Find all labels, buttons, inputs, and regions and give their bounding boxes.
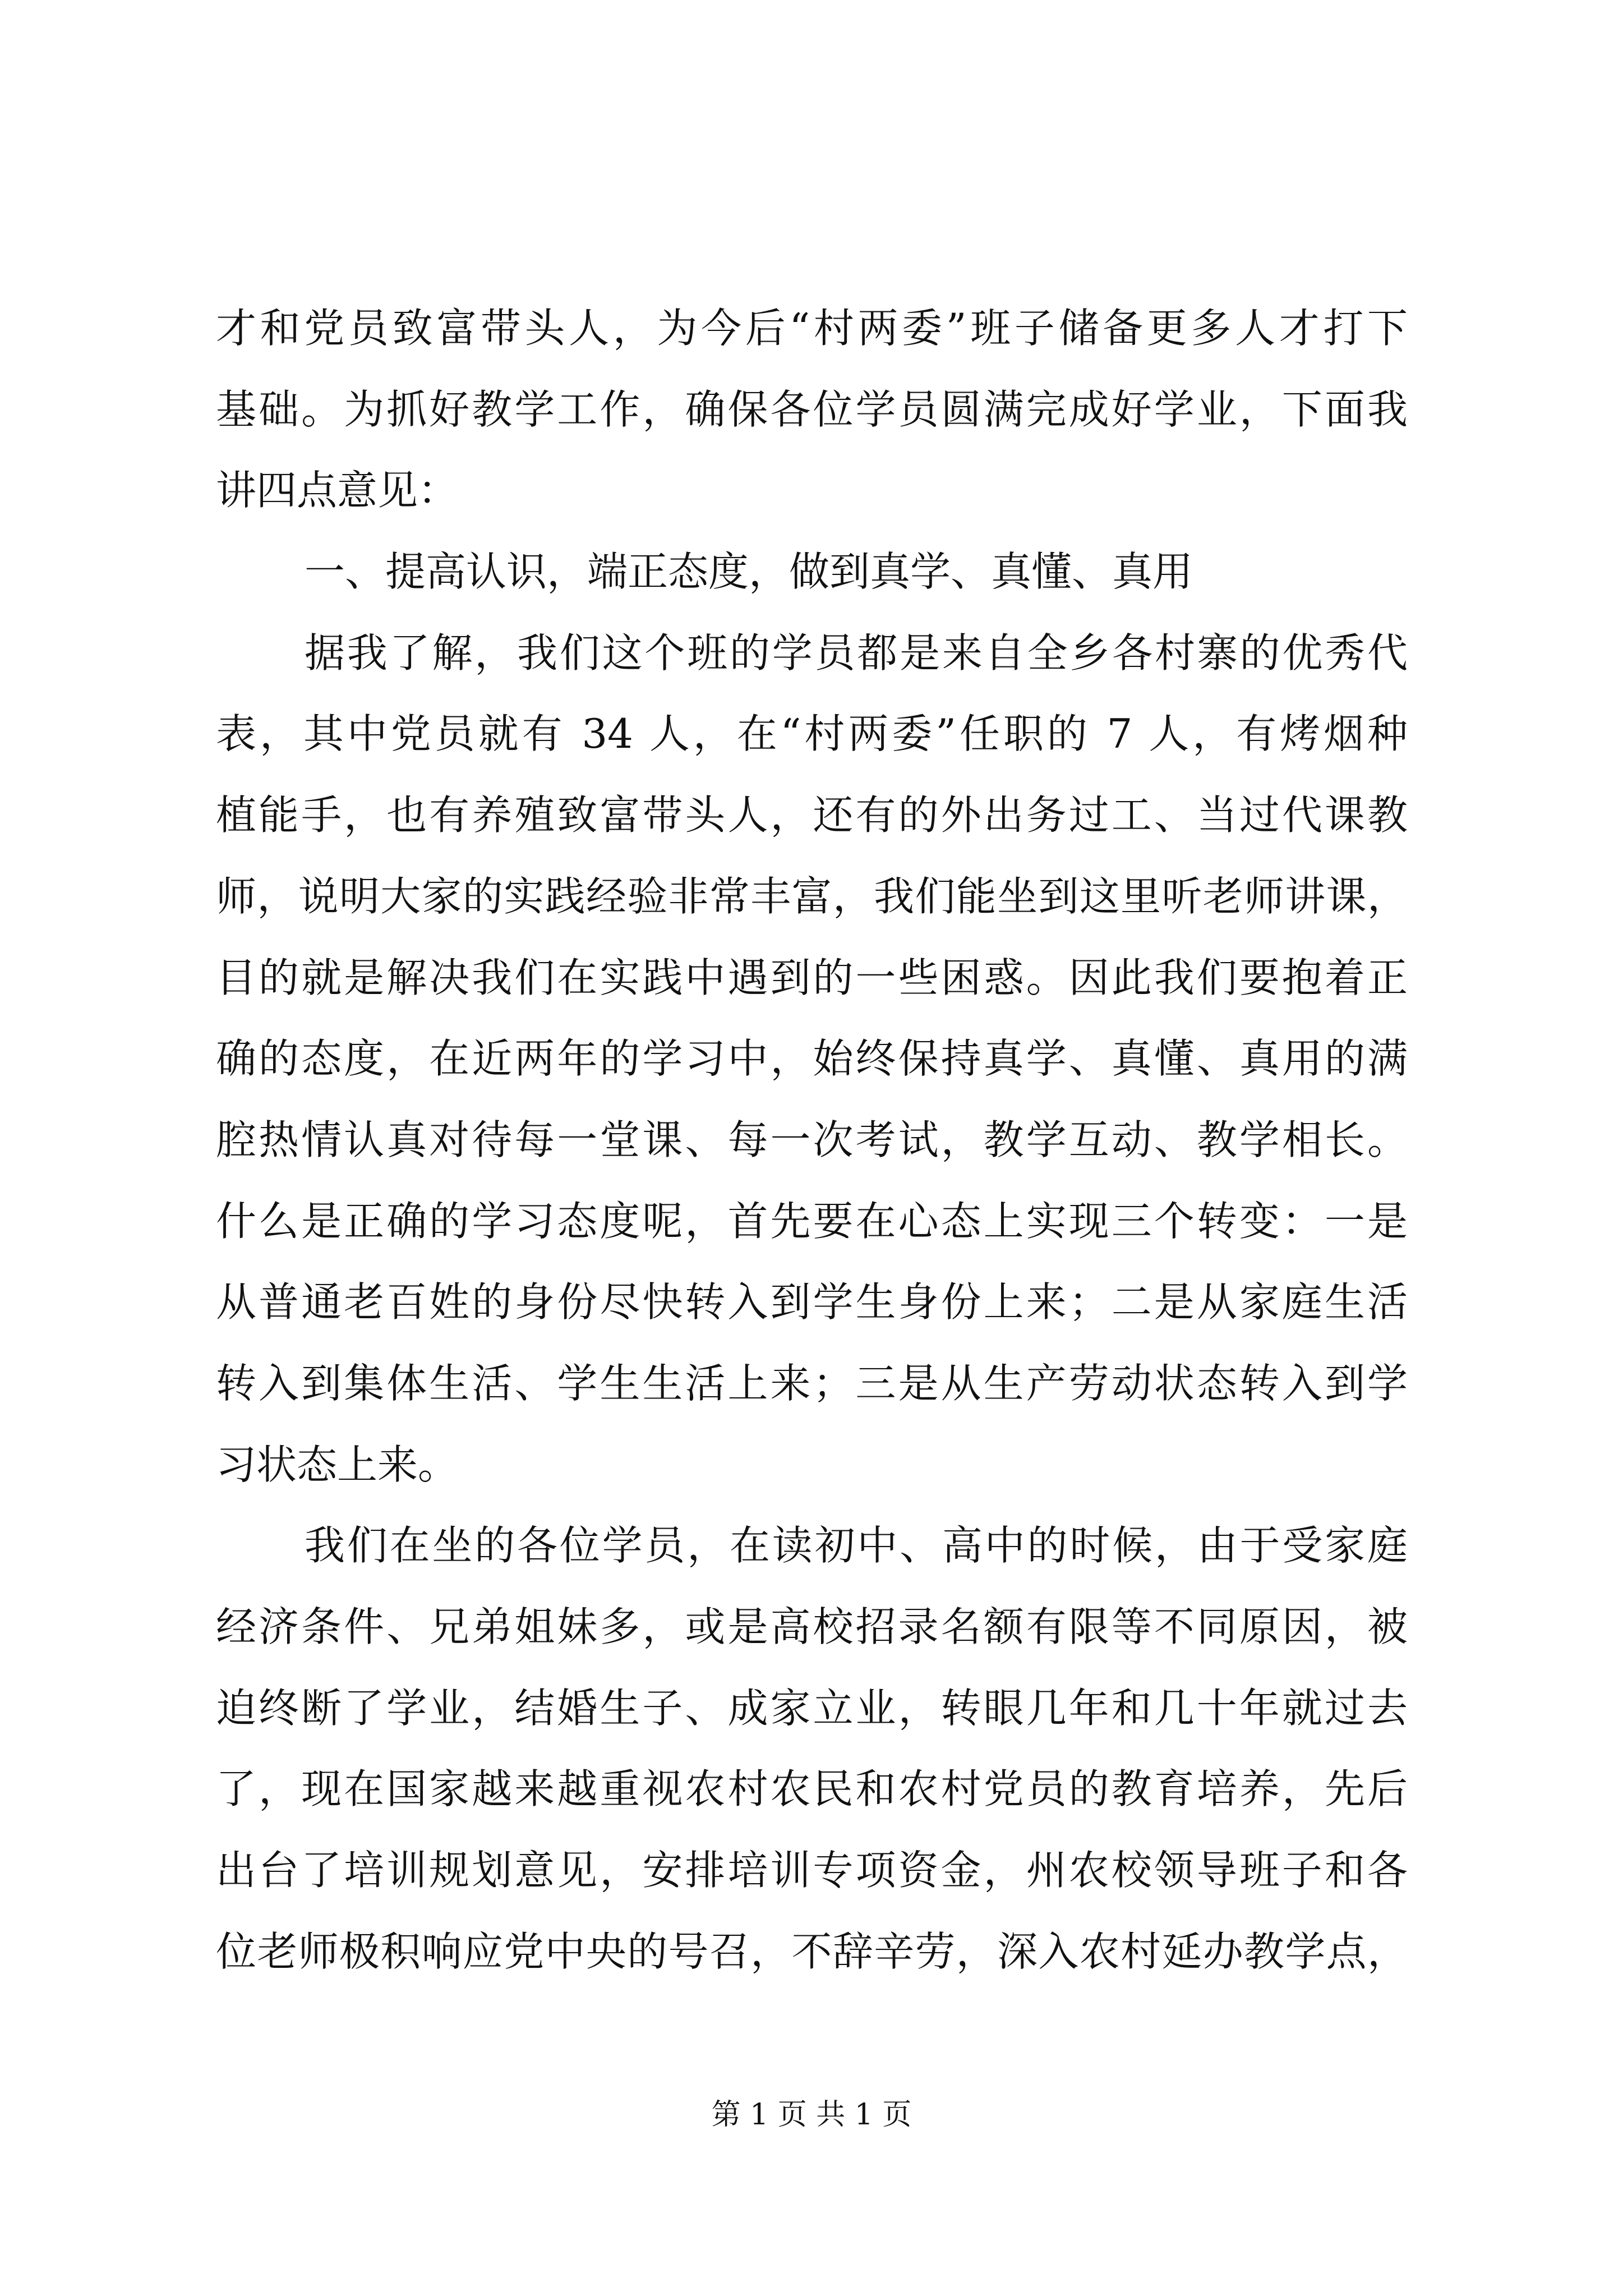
text-line: 经济条件、兄弟姐妹多，或是高校招录名额有限等不同原因，被 bbox=[216, 1603, 1408, 1650]
text-line: 转入到集体生活、学生生活上来；三是从生产劳动状态转入到学 bbox=[216, 1359, 1408, 1407]
text-line: 我们在坐的各位学员，在读初中、高中的时候，由于受家庭 bbox=[305, 1522, 1408, 1570]
page-number: 第 1 页 共 1 页 bbox=[711, 2098, 912, 2132]
text-line: 什么是正确的学习态度呢，首先要在心态上实现三个转变：一是 bbox=[216, 1197, 1408, 1245]
text-line: 习状态上来。 bbox=[216, 1441, 459, 1488]
text-line: 腔热情认真对待每一堂课、每一次考试，教学互动、教学相长。 bbox=[216, 1116, 1408, 1163]
text-line: 确的态度，在近两年的学习中，始终保持真学、真懂、真用的满 bbox=[216, 1035, 1408, 1083]
section-heading: 一、提高认识，端正态度，做到真学、真懂、真用 bbox=[305, 548, 1193, 596]
text-line: 讲四点意见： bbox=[216, 467, 459, 514]
text-line: 表，其中党员就有 34 人，在“村两委”任职的 7 人，有烤烟种 bbox=[216, 710, 1408, 758]
text-line: 才和党员致富带头人，为今后“村两委”班子储备更多人才打下 bbox=[216, 305, 1408, 352]
text-line: 从普通老百姓的身份尽快转入到学生身份上来；二是从家庭生活 bbox=[216, 1278, 1408, 1326]
text-line: 植能手，也有养殖致富带头人，还有的外出务过工、当过代课教 bbox=[216, 792, 1408, 839]
text-line: 迫终断了学业，结婚生子、成家立业，转眼几年和几十年就过去 bbox=[216, 1684, 1408, 1732]
text-line: 师，说明大家的实践经验非常丰富，我们能坐到这里听老师讲课， bbox=[216, 872, 1408, 920]
document-body bbox=[216, 288, 1408, 1992]
text-line: 了，现在国家越来越重视农村农民和农村党员的教育培养，先后 bbox=[216, 1765, 1408, 1813]
text-line: 基础。为抓好教学工作，确保各位学员圆满完成好学业，下面我 bbox=[216, 385, 1408, 433]
text-line: 据我了解，我们这个班的学员都是来自全乡各村寨的优秀代 bbox=[305, 629, 1408, 677]
text-line: 目的就是解决我们在实践中遇到的一些困惑。因此我们要抱着正 bbox=[216, 954, 1408, 1001]
text-line: 位老师极积响应党中央的号召，不辞辛劳，深入农村延办教学点， bbox=[216, 1927, 1408, 1975]
text-line: 出台了培训规划意见，安排培训专项资金，州农校领导班子和各 bbox=[216, 1847, 1408, 1894]
